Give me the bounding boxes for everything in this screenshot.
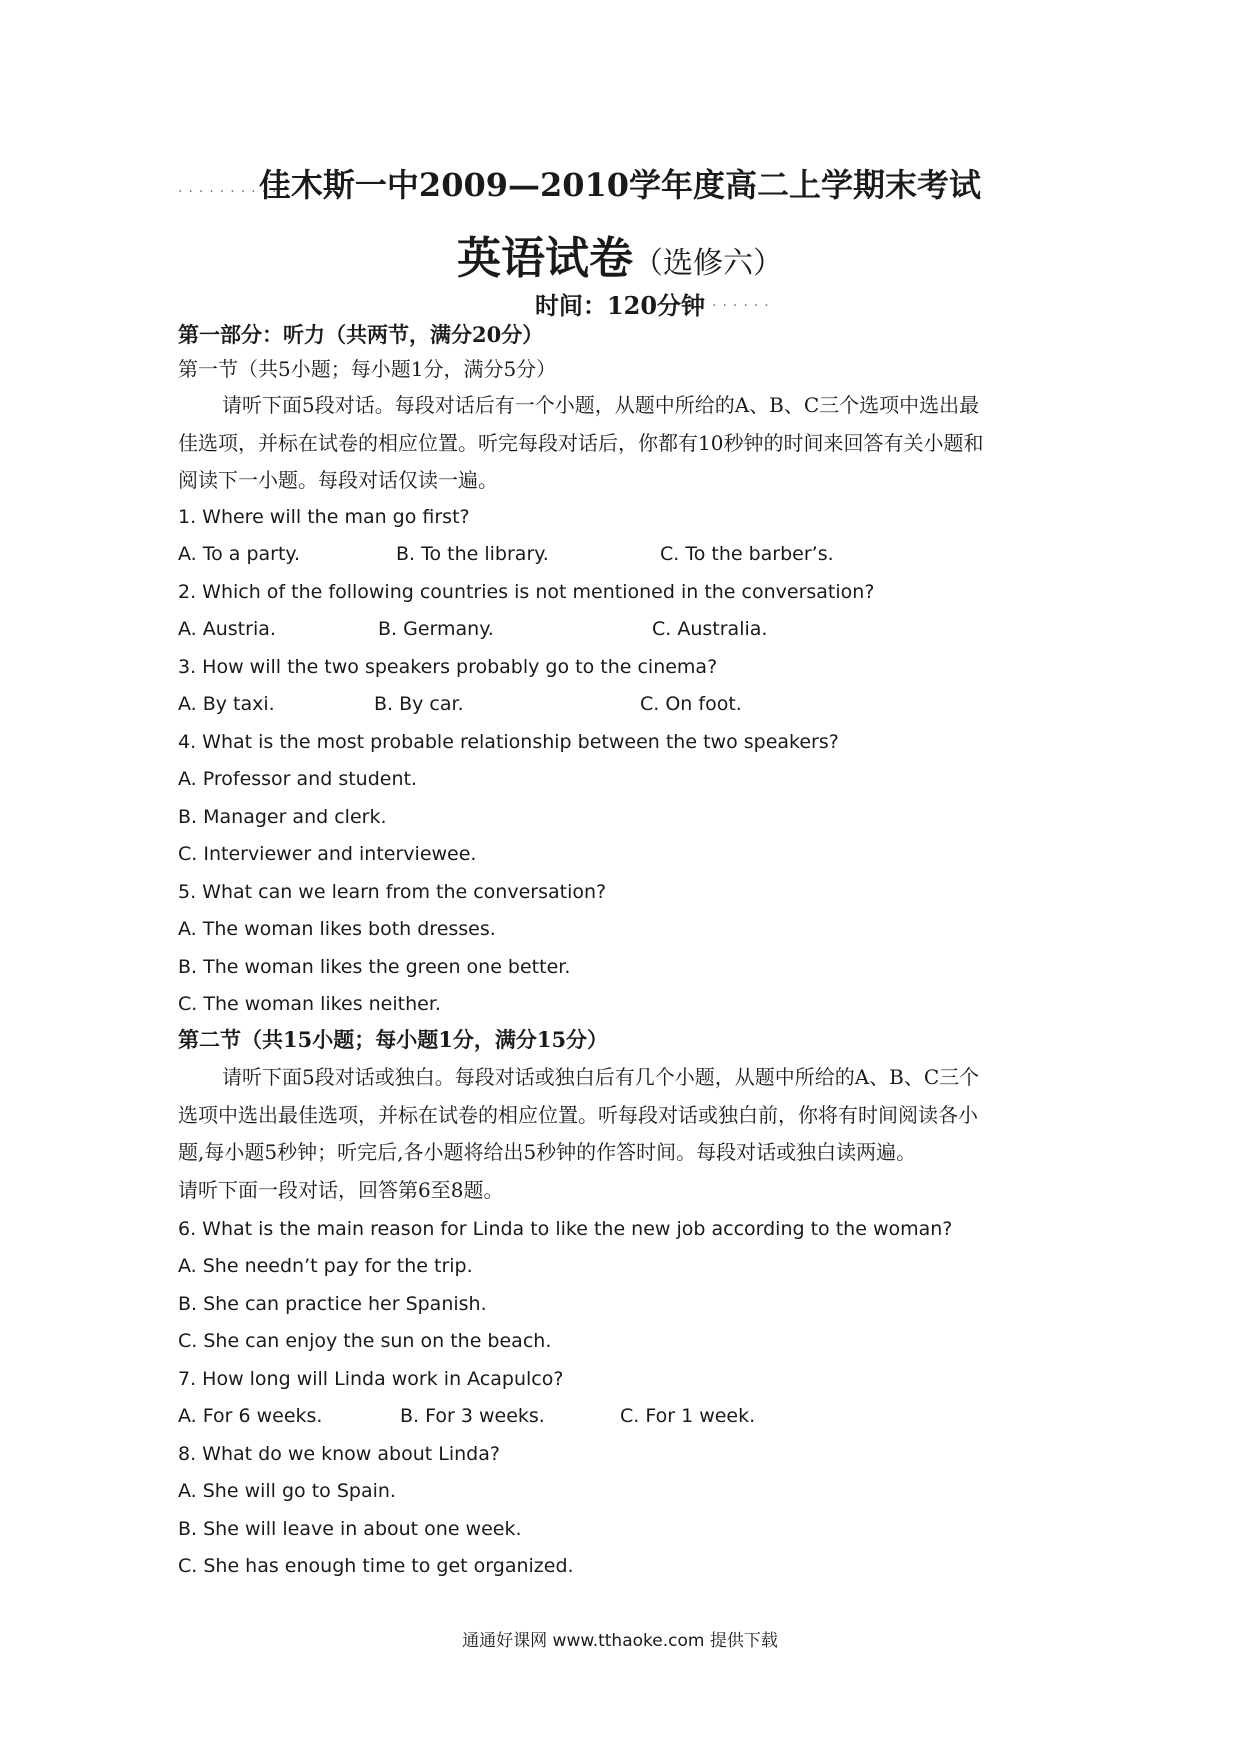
q3-option-c: C. On foot. xyxy=(640,693,742,715)
q2-option-c: C. Australia. xyxy=(652,618,768,640)
question-2: 2. Which of the following countries is not mentioned in the conversation? xyxy=(178,581,875,603)
instruction-line: 阅读下一小题。每段对话仅读一遍。 xyxy=(178,468,498,492)
q6-option-b: B. She can practice her Spanish. xyxy=(178,1293,487,1315)
q3-option-a: A. By taxi. xyxy=(178,693,275,715)
q5-option-b: B. The woman likes the green one better. xyxy=(178,956,571,978)
instruction2-line: 选项中选出最佳选项，并标在试卷的相应位置。听每段对话或独白前，你将有时间阅读各小 xyxy=(178,1103,978,1127)
part1-heading: 第一部分：听力（共两节，满分20分） xyxy=(178,322,544,347)
question-6: 6. What is the main reason for Linda to like the new job according to the woman? xyxy=(178,1218,953,1240)
q1-option-c: C. To the barber’s. xyxy=(660,543,834,565)
dialog-prompt: 请听下面一段对话，回答第6至8题。 xyxy=(178,1178,504,1202)
q8-option-b: B. She will leave in about one week. xyxy=(178,1518,522,1540)
q4-option-c: C. Interviewer and interviewee. xyxy=(178,843,477,865)
question-1: 1. Where will the man go first? xyxy=(178,506,470,528)
q2-option-a: A. Austria. xyxy=(178,618,276,640)
q3-option-b: B. By car. xyxy=(374,693,464,715)
instruction-line: 佳选项，并标在试卷的相应位置。听完每段对话后，你都有10秒钟的时间来回答有关小题和 xyxy=(178,431,984,455)
instruction2-line: 请听下面5段对话或独白。每段对话或独白后有几个小题，从题中所给的A、B、C三个 xyxy=(222,1065,980,1089)
section1-heading: 第一节（共5小题；每小题1分，满分5分） xyxy=(178,357,557,381)
section2-heading: 第二节（共15小题；每小题1分，满分15分） xyxy=(178,1027,609,1052)
q7-option-b: B. For 3 weeks. xyxy=(400,1405,545,1427)
q4-option-b: B. Manager and clerk. xyxy=(178,806,387,828)
time-label: 时间：120分钟 xyxy=(534,291,706,320)
subject-title-main: 英语试卷 xyxy=(457,233,633,284)
q1-option-a: A. To a party. xyxy=(178,543,301,565)
instruction-line: 请听下面5段对话。每段对话后有一个小题，从题中所给的A、B、C三个选项中选出最 xyxy=(222,393,980,417)
instruction2-line: 题,每小题5秒钟；听完后,各小题将给出5秒钟的作答时间。每段对话或独白读两遍。 xyxy=(178,1140,917,1164)
question-5: 5. What can we learn from the conversation? xyxy=(178,881,607,903)
subject-title-sub: （选修六） xyxy=(633,246,783,281)
school-title: 佳木斯一中2009—2010学年度高二上学期末考试 xyxy=(258,166,982,204)
page-footer: 通通好课网 www.tthaoke.com 提供下载 xyxy=(462,1631,778,1651)
q8-option-c: C. She has enough time to get organized. xyxy=(178,1555,574,1577)
question-3: 3. How will the two speakers probably go to the cinema? xyxy=(178,656,718,678)
dot-leader-left: .......... xyxy=(178,180,283,196)
q1-option-b: B. To the library. xyxy=(396,543,549,565)
q7-option-c: C. For 1 week. xyxy=(620,1405,756,1427)
question-7: 7. How long will Linda work in Acapulco? xyxy=(178,1368,564,1390)
q8-option-a: A. She will go to Spain. xyxy=(178,1480,396,1502)
q6-option-a: A. She needn’t pay for the trip. xyxy=(178,1255,473,1277)
subject-title xyxy=(0,222,1240,286)
q5-option-c: C. The woman likes neither. xyxy=(178,993,441,1015)
q2-option-b: B. Germany. xyxy=(378,618,494,640)
q4-option-a: A. Professor and student. xyxy=(178,768,417,790)
question-4: 4. What is the most probable relationship between the two speakers? xyxy=(178,731,839,753)
q5-option-a: A. The woman likes both dresses. xyxy=(178,918,496,940)
dot-leader-right: ...... xyxy=(712,294,775,310)
question-8: 8. What do we know about Linda? xyxy=(178,1443,500,1465)
q6-option-c: C. She can enjoy the sun on the beach. xyxy=(178,1330,552,1352)
q7-option-a: A. For 6 weeks. xyxy=(178,1405,323,1427)
